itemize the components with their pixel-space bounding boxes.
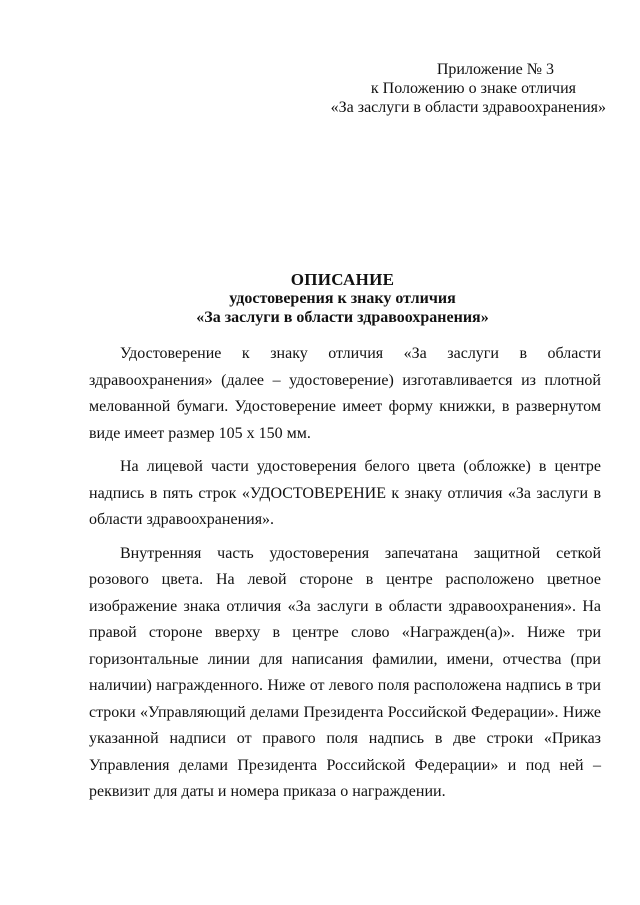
- heading-award-name: «За заслуги в области здравоохранения»: [196, 309, 489, 326]
- appendix-number: Приложение № 3: [436, 61, 554, 78]
- paragraph-material: Удостоверение к знаку отличия «За заслуги в области здравоохранения» (далее – удостоверение) изготавливается из плотной мелованной бумаги. Удостоверение имеет форму книжки, в развернутом виде имеет размер 105 х 150 мм.: [89, 345, 601, 442]
- page-title: ОПИСАНИЕ: [290, 270, 395, 289]
- appendix-header: [300, 60, 606, 117]
- paragraph-inner-part: Внутренняя часть удостоверения запечатана защитной сеткой розового цвета. На левой стороне в центре расположено цветное изображение знака отличия «За заслуги в области здравоохранения». На правой стороне вверху в центре слово «Награжден(а)». Ниже три горизонтальные линии для написания фамилии, имени, отчества (при наличии) награжденного. Ниже от левого поля расположена надпись в три строки «Управляющий делами Президента Российской Федерации». Ниже указанной надписи от правого поля надпись в две строки «Приказ Управления делами Президента Российской Федерации» и под ней – реквизит для даты и номера приказа о награждении.: [89, 544, 601, 800]
- heading-subtitle: удостоверения к знаку отличия: [229, 290, 456, 307]
- document-body: [89, 341, 601, 813]
- document-heading: [150, 270, 535, 327]
- appendix-award-name: «За заслуги в области здравоохранения»: [330, 99, 606, 116]
- appendix-reference: к Положению о знаке отличия: [370, 80, 576, 97]
- paragraph-cover: На лицевой части удостоверения белого цвета (обложке) в центре надпись в пять строк «УДОСТОВЕРЕНИЕ к знаку отличия «За заслуги в области здравоохранения».: [89, 458, 601, 528]
